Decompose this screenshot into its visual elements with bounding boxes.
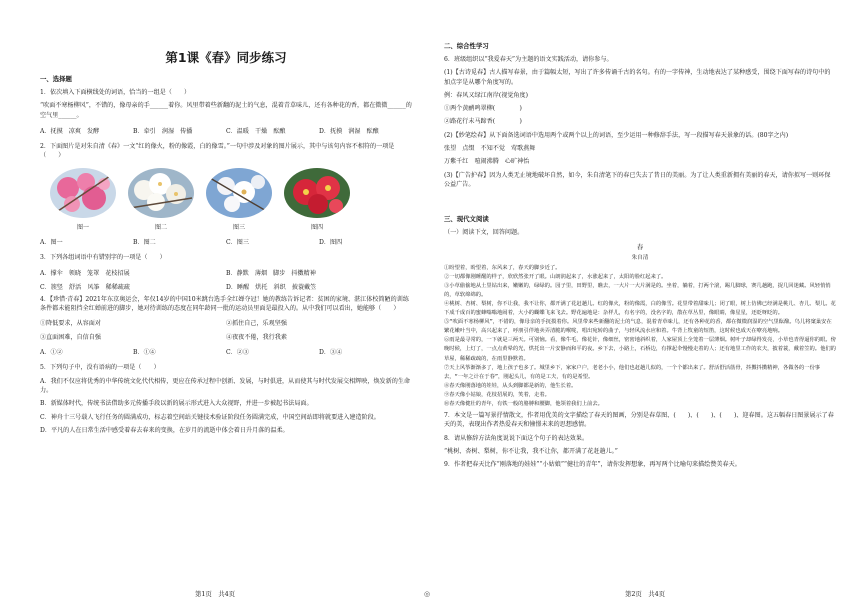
- reading-instruction: （一）阅读下文，回答问题。: [444, 229, 524, 237]
- q4-item-1: ①降低要求，从容面对: [40, 320, 101, 328]
- flower-label-2: 图二: [154, 224, 167, 232]
- q1-option-b: B．牵引 润湿 传播: [133, 127, 193, 135]
- q3-option-a: A．撑伞 领晓 笼罩 花枝招展: [40, 269, 130, 277]
- question-4-items-row2: [40, 332, 412, 341]
- question-4-options: [40, 347, 412, 356]
- question-6-example: 例：春风又绿江南岸(视觉角度): [444, 91, 528, 99]
- q2-option-b: B．图二: [133, 239, 156, 247]
- question-4-stem: 4．【珍惜·青春】2021年东京奥运会，年仅14岁的中国10米跳台选手全红婵夺冠！她的教练告诉记者：贫困的家境、湛江体校简陋的训练条件都未能阻挡全红婵前进的脚步，她对待训练的态度在同年龄同一批的运动员里面是最投入的。从中我们可以看出，她能够（ ）: [40, 295, 409, 313]
- q4-item-3: ③直面困难，自信自强: [40, 334, 101, 342]
- page-two: [430, 0, 860, 608]
- essay-body: [444, 264, 836, 410]
- flower-image-1: [50, 168, 116, 218]
- essay-paragraph: ⑧春天像刚落地的娃娃，从头到脚都是新的，他生长着。: [444, 382, 577, 389]
- section-reading-heading: 三、现代文阅读: [444, 215, 489, 224]
- flower-image-2: [128, 168, 194, 218]
- page-title: 第1课《春》同步练习: [165, 50, 287, 65]
- q4-item-2: ②抓住自己，乐观坚强: [226, 320, 287, 328]
- question-2-stem: 2．下面图片是对朱自清《春》一文“红的像火，粉的像霞，白的像雪。”一句中涉及对象的图片展示，其中与该句内容不相符的一项是（ ）: [40, 142, 395, 160]
- q5-option-a: A．我们不仅应将优秀的中华传统文化代代相传，更应在传承过程中创新、发展，与时俱进，从而使其与时代发展交相辉映，焕发新的生命力。: [40, 377, 411, 394]
- question-6-part3: (3)【广告护春】因为人类无止境地破坏自然，如今，朱自清笔下的春已失去了昔日的美丽。为了让人类重新拥有美丽的春天，请你拟写一则环保公益广告。: [444, 171, 831, 188]
- question-3-stem: 3．下列各组词语中有错别字的一项是（ ）: [40, 254, 166, 262]
- q3-option-c: C．簇竖 舒活 风筝 稀稀疏疏: [40, 283, 130, 291]
- question-6-words1: 张望 点缀 不知不觉 莺歌燕舞: [444, 145, 536, 153]
- q1-option-d: D．抚摸 润湿 酝酿: [319, 127, 379, 135]
- essay-paragraph: ⑩春天像健壮的青年，有铁一般的胳膊和腰脚，他领着我们上前去。: [444, 400, 603, 407]
- essay-paragraph: ④桃树、杏树、梨树，你不让我，我不让你，都开满了花赶趟儿。红的像火，粉的像霞，白的像雪。花里带着甜味儿；闭了眼，树上仿佛已经满是桃儿、杏儿、梨儿。花下成千成百的蜜蜂嗡嗡地闹着，大小的蝴蝶飞来飞去。野花遍地是：杂样儿，有名字的，没名字的，散在草丛里，像眼睛，像星星，还眨呀眨的。: [444, 300, 836, 317]
- q2-option-d: D．图四: [319, 239, 343, 247]
- q5-option-b: B．新媒体时代，传统书法借助多元传播手段以新的展示形式进入大众视野，并进一步被起书法局面。: [40, 400, 313, 408]
- section-integrated-heading: 二、综合性学习: [444, 42, 489, 50]
- q3-option-d: D．睡醒 烘托 斜织 披蓑戴笠: [226, 283, 317, 291]
- q5-option-d: D．平凡的人在日常生活中感受着春去春来的变换，在岁月的流逝中体会着日升月落的温柔。: [40, 426, 289, 434]
- question-4-items-row1: [40, 318, 412, 327]
- question-5-stem: 5．下列句子中，没有语病的一项是（ ）: [40, 364, 160, 372]
- essay-paragraph: ③小草偷偷地从土里钻出来，嫩嫩的，绿绿的。园子里，田野里，瞧去，一大片一大片满是的。坐着，躺着，打两个滚，踢几脚球，赛几趟跑，捉几回迷藏。风轻悄悄的，草软绵绵的。: [444, 282, 831, 298]
- question-3-options-row1: [40, 268, 412, 277]
- binding-mark-icon: ◎: [424, 590, 431, 598]
- flower-image-4: [284, 168, 350, 218]
- question-6-item1: ①两个黄鹂鸣翠柳( ): [444, 105, 522, 113]
- flower-label-4: 图四: [310, 224, 323, 232]
- essay-author: 朱自清: [631, 254, 649, 261]
- page-one-footer: 第1页 共4页: [194, 590, 236, 598]
- question-1-stem: 1．依次填入下面横线处的词语，恰当的一组是（ ）: [40, 89, 191, 96]
- question-8: 8．请从修辞方法角度说说下面这个句子的表达效果。: [444, 434, 589, 442]
- q4-option-a: A．①②: [40, 349, 63, 357]
- q4-option-b: B．①④: [133, 349, 156, 357]
- essay-paragraph: ②一切都像刚睡醒的样子，欣欣然张开了眼。山朗润起来了，水涨起来了，太阳的脸红起来了。: [444, 273, 667, 280]
- q1-option-c: C．温暖 干燥 酝酿: [226, 127, 286, 135]
- essay-title: 春: [636, 243, 644, 251]
- question-6-item2: ②路花行未马蹄香( ): [444, 118, 522, 126]
- question-8-quote: “桃树、杏树、梨树，你不让我，我不让你，都开满了花赶趟儿。”: [444, 447, 618, 455]
- q2-option-c: C．图三: [226, 239, 249, 247]
- flower-label-1: 图一: [76, 224, 89, 232]
- question-6-part2: (2)【妙笔绘春】从下面备选词语中选用两个或两个以上的词语，至少运用一种修辞手法，写一段描写春天景象的话。(80字之内): [444, 131, 789, 139]
- q4-option-c: C．②③: [226, 349, 249, 357]
- question-6-part1: (1)【古诗觅春】古人描写春景，由于篇幅太短，写出了许多传诵千古的名句。有的一字传神，生动地表达了某种感受，围绕下面写春的诗句中的加点字是从哪个角度写的。: [444, 69, 831, 86]
- question-1-options: [40, 126, 412, 135]
- flower-image-3: [206, 168, 272, 218]
- question-6-words2: 万紫千红 喧闹沸腾 心旷神怡: [444, 158, 530, 166]
- essay-paragraph: ⑤“吹面不寒杨柳风”，不错的，像母亲的手抚摸着你。风里带来些新翻的泥土的气息，混着青草味儿，还有各种花的香，都在微微润湿的空气里酝酿。鸟儿将窠巢安在繁花嫩叶当中，高兴起来了，呼朋引伴地卖弄清脆的喉咙，唱出宛转的曲子，与轻风流水应和着。牛背上牧童的短笛，这时候也成天在嘹亮地响。: [444, 319, 832, 335]
- question-6-stem: 6．班级组织以“我爱春天”为主题的语文实践活动，请你参与。: [444, 56, 613, 63]
- flower-label-3: 图三: [232, 224, 245, 232]
- q4-item-4: ④夜夜不倦，我行我素: [226, 334, 287, 342]
- question-9: 9．作者把春天比作“刚落地的娃娃”“小姑娘”“健壮的青年”，请你发挥想象，再写两个比喻句来描绘赞美春天。: [444, 461, 741, 469]
- essay-paragraph: ⑦天上风筝渐渐多了，地上孩子也多了。城里乡下，家家户户，老老小小，他们也赶趟儿似的，一个个都出来了。舒活舒活筋骨，抖擞抖擞精神，各做各的一份事去，“一年之计在于春”，刚起头儿，有的是工夫，有的是希望。: [444, 364, 821, 380]
- essay-paragraph: ①盼望着，盼望着，东风来了，春天的脚步近了。: [444, 264, 561, 271]
- flower-images: [50, 168, 350, 218]
- essay-paragraph: ⑨春天像小姑娘，花枝招展的，笑着，走着。: [444, 391, 550, 398]
- flower-image-labels: [50, 222, 350, 231]
- question-3-options-row2: [40, 282, 412, 291]
- question-2-options: [40, 237, 412, 246]
- question-7: 7．本文是一篇写景抒情散文，作者用优美的文字描绘了春天的图画，分别是春草图、( )、( )、( )、迎春图。这五幅春日图景展示了春天的美，表现出作者热爱春天和憧憬未来的思想感情。: [444, 412, 834, 429]
- essay-paragraph: ⑥雨是最寻常的，一下就是三两天。可别恼。看，像牛毛，像花针，像细丝，密密地斜织着，人家屋顶上全笼着一层薄烟。树叶子却绿得发亮，小草也青得逼你的眼。傍晚时候，上灯了，一点点黄晕的光，烘托出一片安静而和平的夜。乡下去，小路上，石桥边，有撑起伞慢慢走着的人；还有地里工作的农夫，披着蓑，戴着笠的。他们的草屋，稀稀疏疏的，在雨里静默着。: [444, 337, 836, 362]
- q4-option-d: D．③④: [319, 349, 343, 357]
- page-two-footer: 第2页 共4页: [624, 590, 666, 598]
- section-choice-heading: 一、选择题: [40, 75, 72, 83]
- q1-option-a: A．抚摸 凉爽 发酵: [40, 127, 100, 135]
- q3-option-b: B．静默 薄烟 脚步 抖擞精神: [226, 269, 316, 277]
- question-1-text: “吹面不寒杨柳风”，不错的，像母亲的手______着你。风里带着些新翻的泥土的气息，混着青草味儿，还有各种花的香，都在微微______的空气里______。: [40, 102, 412, 119]
- q2-option-a: A．图一: [40, 239, 63, 247]
- q5-option-c: C．神舟十三号载人飞行任务的圆满成功，标志着空间站关键技术验证阶段任务圆满完成，中国空间站即将就要进入建造阶段。: [40, 413, 380, 421]
